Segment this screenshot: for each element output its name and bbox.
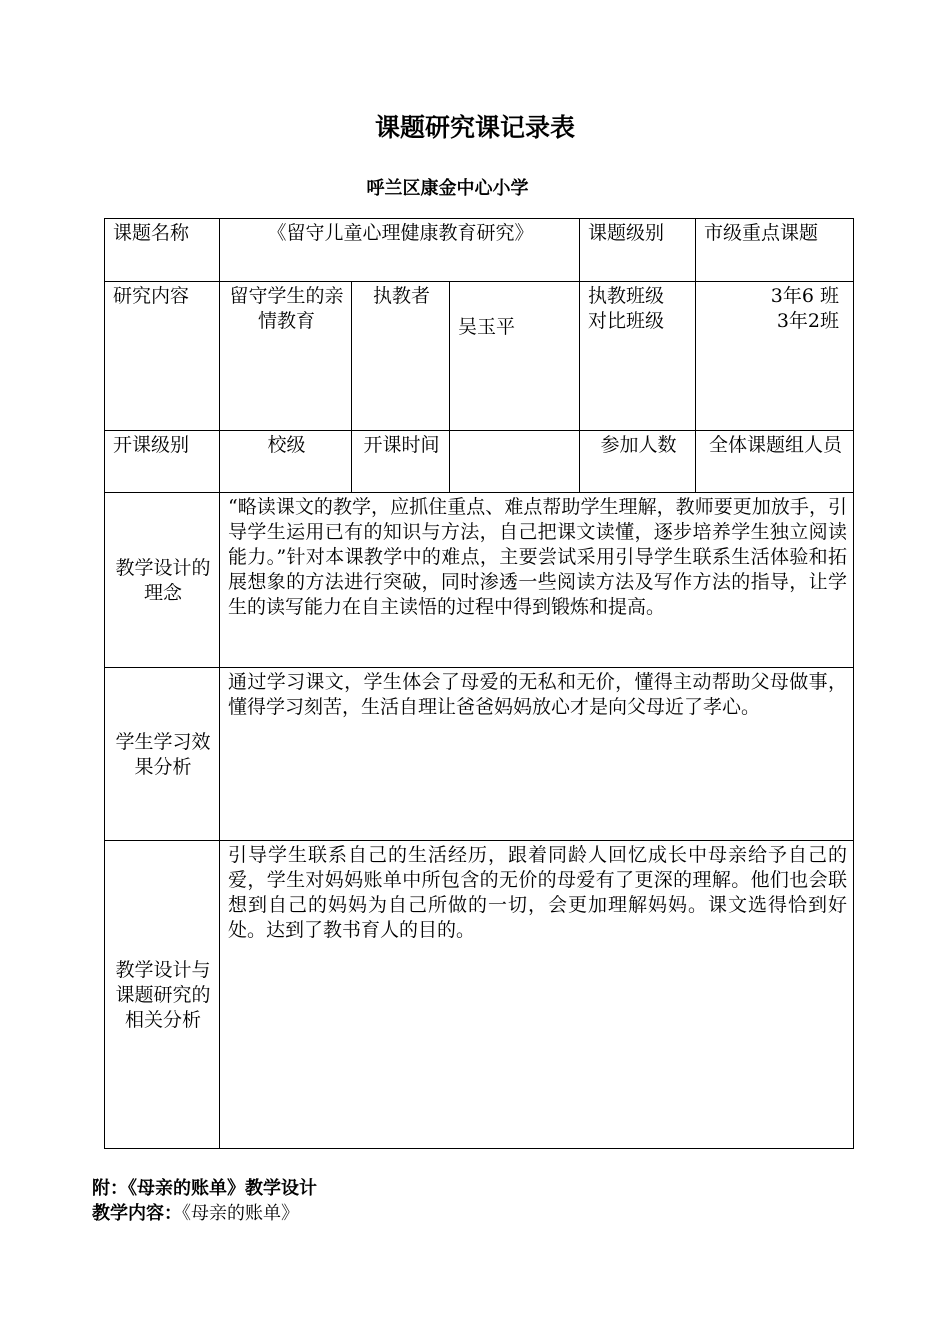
open-level-label: 开课级别 <box>105 431 220 493</box>
learning-effect-text: 通过学习课文，学生体会了母爱的无私和无价，懂得主动帮助父母做事，懂得学习刻苦，生活自理让爸爸妈妈放心才是向父母近了孝心。 <box>220 668 854 841</box>
content-label: 研究内容 <box>105 282 220 431</box>
content-value: 留守学生的亲情教育 <box>220 282 352 431</box>
teaching-content-value: 《母亲的账单》 <box>182 1203 299 1224</box>
design-analysis-label: 教学设计与课题研究的相关分析 <box>105 841 220 1149</box>
design-concept-label: 教学设计的理念 <box>105 493 220 668</box>
appendix <box>92 1176 317 1226</box>
appendix-heading: 附：《母亲的账单》教学设计 <box>92 1178 317 1199</box>
class-labels <box>580 282 696 431</box>
table-row <box>105 841 854 1149</box>
level-label: 课题级别 <box>580 219 696 282</box>
teaching-content-label: 教学内容： <box>92 1203 182 1224</box>
table-row <box>105 431 854 493</box>
attendees-value: 全体课题组人员 <box>696 431 854 493</box>
school-name: 呼兰区康金中心小学 <box>366 178 529 199</box>
topic-label: 课题名称 <box>105 219 220 282</box>
attendees-label: 参加人数 <box>580 431 696 493</box>
table-row <box>105 219 854 282</box>
table-row <box>105 493 854 668</box>
record-table <box>104 218 854 1149</box>
open-time-value <box>450 431 580 493</box>
class-label-1: 执教班级 <box>588 285 665 307</box>
learning-effect-label: 学生学习效果分析 <box>105 668 220 841</box>
class-values <box>696 282 854 431</box>
design-concept-text: “略读课文的教学，应抓住重点、难点帮助学生理解，教师要更加放手，引导学生运用已有的知识与方法，自己把课文读懂，逐步培养学生独立阅读能力。”针对本课教学中的难点，主要尝试采用引导学生联系生活体验和拓展想象的方法进行突破，同时渗透一些阅读方法及写作方法的指导，让学生的读写能力在自主读悟的过程中得到锻炼和提高。 <box>220 493 854 668</box>
table-row <box>105 668 854 841</box>
topic-value: 《留守儿童心理健康教育研究》 <box>220 219 580 282</box>
open-time-label: 开课时间 <box>352 431 450 493</box>
class-value-1: 3年6 班 <box>770 285 839 307</box>
open-level-value: 校级 <box>220 431 352 493</box>
class-label-2: 对比班级 <box>588 310 665 332</box>
document-title: 课题研究课记录表 <box>374 113 575 142</box>
level-value: 市级重点课题 <box>696 219 854 282</box>
teaching-content-line <box>92 1201 317 1226</box>
class-value-2: 3年2班 <box>776 310 839 332</box>
design-analysis-text: 引导学生联系自己的生活经历，跟着同龄人回忆成长中母亲给予自己的爱，学生对妈妈账单中所包含的无价的母爱有了更深的理解。他们也会联想到自己的妈妈为自己所做的一切，会更加理解妈妈。课文选得恰到好处。达到了教书育人的目的。 <box>220 841 854 1149</box>
teacher-label: 执教者 <box>352 282 450 431</box>
teacher-value: 吴玉平 <box>450 282 580 431</box>
table-row <box>105 282 854 431</box>
